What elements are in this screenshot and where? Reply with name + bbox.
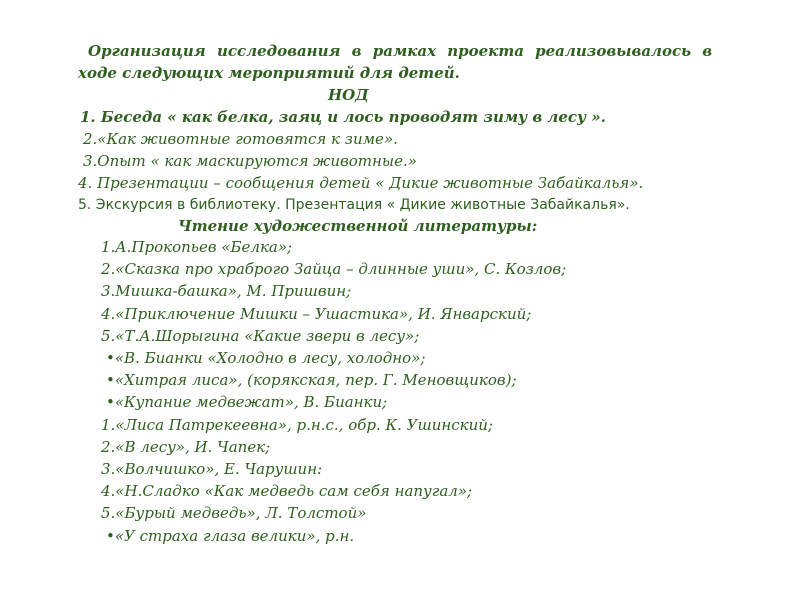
- reading-list-text: 1.«Лиса Патрекеевна», р.н.с., обр. К. Ушинский;: [101, 416, 493, 434]
- reading-list-item: [101, 238, 292, 256]
- event-item-5: 5. Экскурсия в библиотеку. Презентация « Дикие животные Забайкалья».: [78, 197, 630, 213]
- event-item-3: 3.Опыт « как маскируются животные.»: [83, 152, 417, 170]
- reading-list-text: 4.«Н.Сладко «Как медведь сам себя напугал»;: [101, 482, 473, 500]
- nod-heading: НОД: [328, 86, 369, 104]
- reading-list-text: 2.«Сказка про храброго Зайца – длинные уши», С. Козлов;: [101, 260, 567, 278]
- bullet-icon: •: [106, 349, 115, 367]
- reading-list-text: 3.«Волчишко», Е. Чарушин:: [101, 460, 323, 478]
- reading-list-item: [101, 482, 472, 500]
- reading-list-text: 1.А.Прокопьев «Белка»;: [101, 238, 293, 256]
- reading-list-item: [101, 504, 366, 522]
- reading-list-text: 5.«Бурый медведь», Л. Толстой»: [101, 504, 367, 522]
- reading-list-text: 2.«В лесу», И. Чапек;: [101, 438, 271, 456]
- intro-line-1: Организация исследования в рамках проекта реализовывалось в: [88, 42, 713, 60]
- reading-list-item: [106, 527, 354, 545]
- event-item-1: 1. Беседа « как белка, заяц и лось проводят зиму в лесу ».: [80, 108, 606, 126]
- reading-list-text: «В. Бианки «Холодно в лесу, холодно»;: [114, 349, 426, 367]
- reading-list-text: 5.«Т.А.Шорыгина «Какие звери в лесу»;: [101, 327, 420, 345]
- reading-list-text: 4.«Приключение Мишки – Ушастика», И. Январский;: [101, 305, 532, 323]
- event-item-4: 4. Презентации – сообщения детей « Дикие животные Забайкалья».: [78, 174, 644, 192]
- reading-list-text: «У страха глаза велики», р.н.: [114, 527, 355, 545]
- event-item-2: 2.«Как животные готовятся к зиме».: [83, 130, 398, 148]
- reading-list-item: [101, 282, 351, 300]
- reading-list-item: [106, 349, 425, 367]
- reading-list-item: [101, 260, 566, 278]
- reading-list-item: [101, 327, 419, 345]
- reading-list-item: [106, 393, 387, 411]
- bullet-icon: •: [106, 527, 115, 545]
- reading-list-item: [101, 305, 531, 323]
- reading-list-text: «Купание медвежат», В. Бианки;: [114, 393, 388, 411]
- reading-list-item: [101, 416, 493, 434]
- reading-list-text: «Хитрая лиса», (корякская, пер. Г. Меновщиков);: [114, 371, 517, 389]
- reading-list-item: [101, 460, 322, 478]
- reading-heading: Чтение художественной литературы:: [178, 217, 538, 235]
- reading-list-item: [106, 371, 517, 389]
- bullet-icon: •: [106, 371, 115, 389]
- bullet-icon: •: [106, 393, 115, 411]
- reading-list-item: [101, 438, 270, 456]
- reading-list-text: 3.Мишка-башка», М. Пришвин;: [101, 282, 352, 300]
- intro-line-2: ходе следующих мероприятий для детей.: [78, 64, 460, 82]
